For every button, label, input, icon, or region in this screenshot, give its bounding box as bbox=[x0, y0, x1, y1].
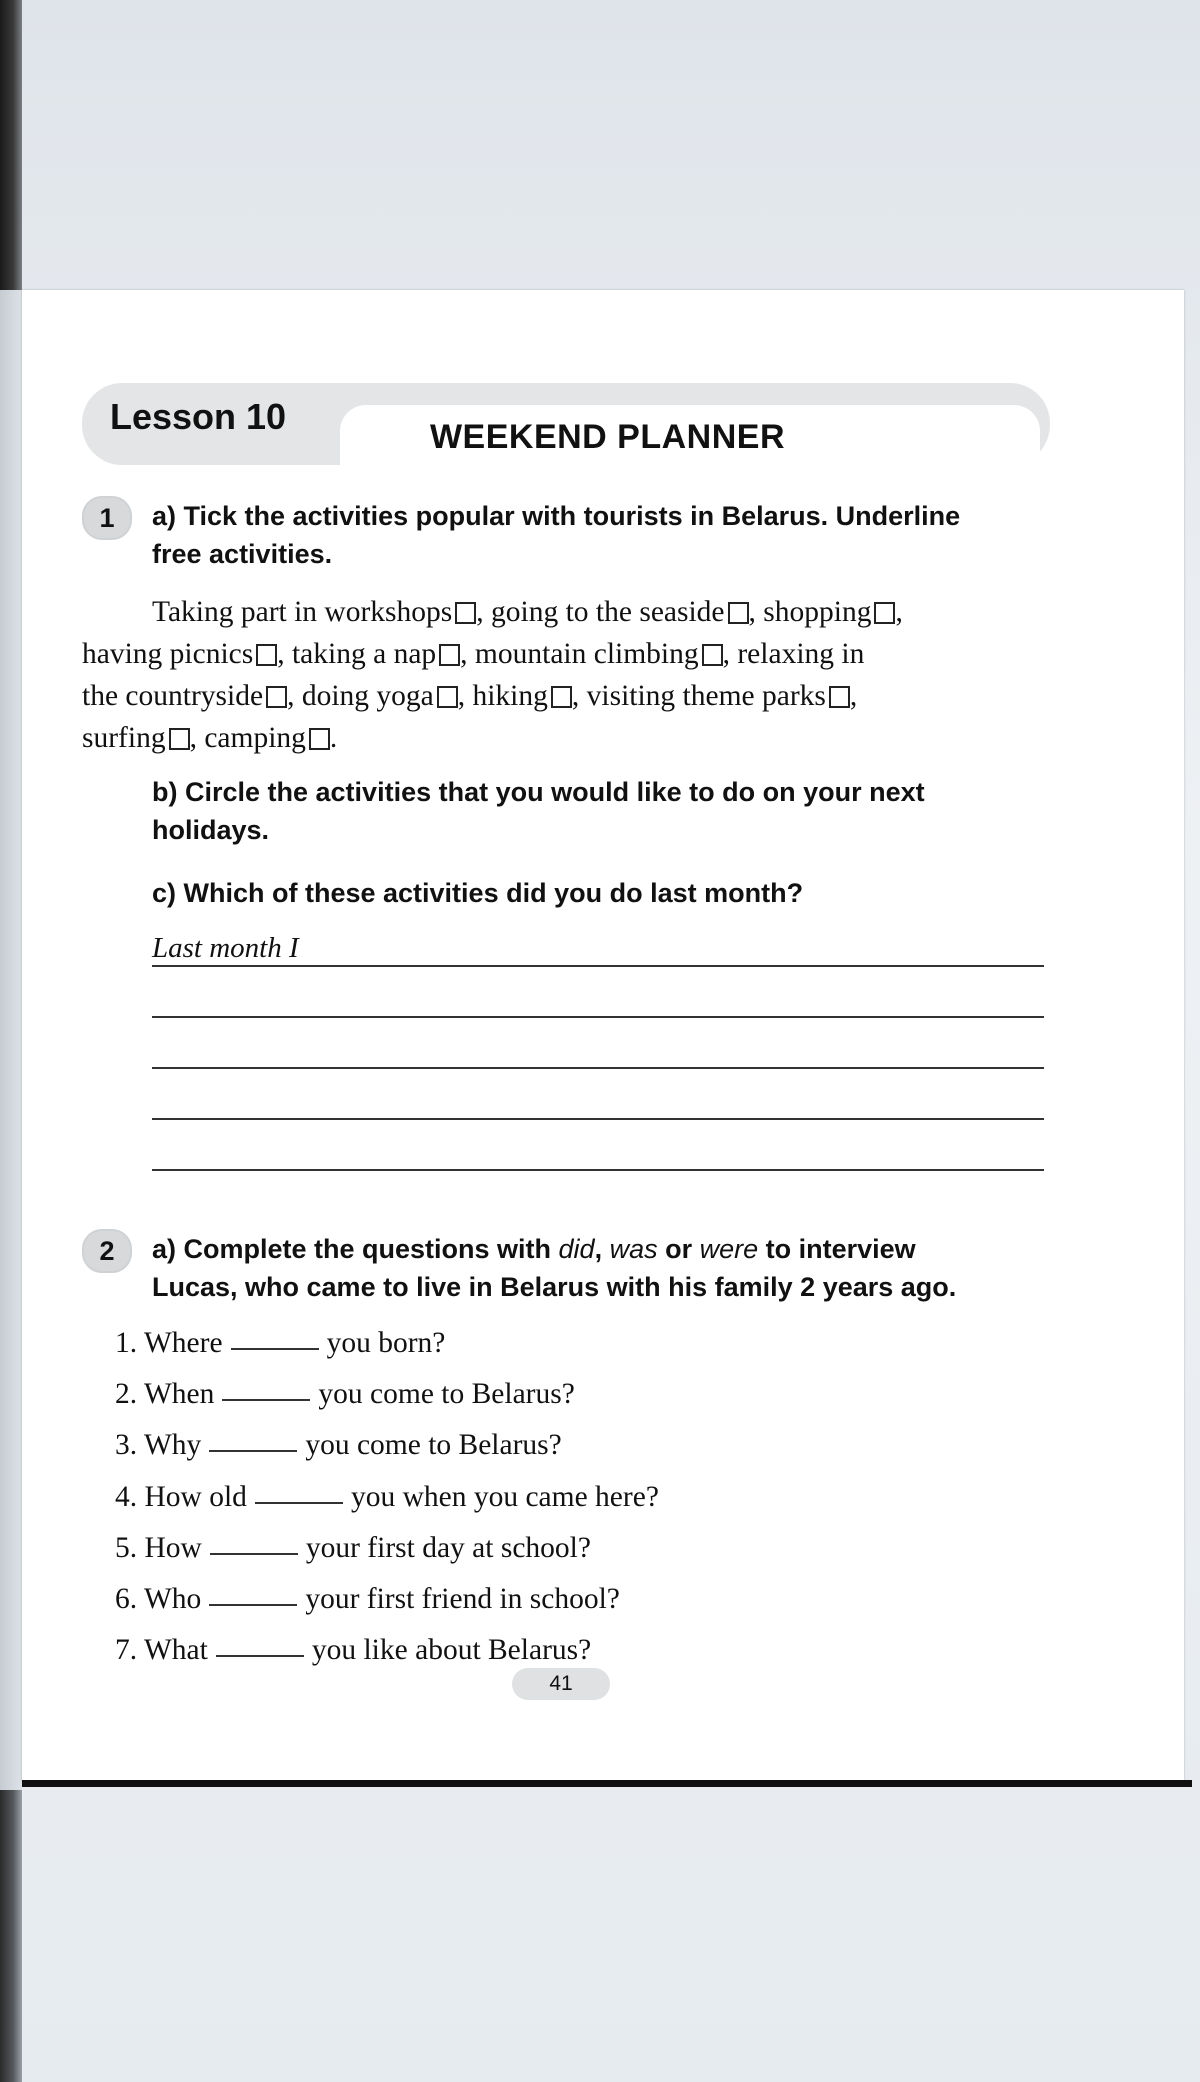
question-number: 1. bbox=[115, 1327, 138, 1359]
activity-text: having picnics bbox=[82, 638, 254, 670]
tick-box-seaside[interactable] bbox=[728, 602, 749, 624]
word-did: did bbox=[558, 1234, 595, 1264]
exercise-1b-instruction-line1: b) Circle the activities that you would like to do on your next bbox=[152, 777, 925, 807]
question-start: How old bbox=[144, 1481, 247, 1513]
lesson-title: WEEKEND PLANNER bbox=[429, 418, 786, 456]
tick-box-countryside[interactable] bbox=[266, 686, 287, 708]
answer-blank[interactable] bbox=[209, 1450, 297, 1452]
question-end: you like about Belarus? bbox=[311, 1634, 592, 1666]
question-start: Where bbox=[143, 1327, 223, 1359]
word-were: were bbox=[699, 1234, 759, 1264]
tick-box-yoga[interactable] bbox=[437, 686, 458, 708]
activities-line-1 bbox=[152, 591, 903, 633]
answer-line-4[interactable] bbox=[152, 1118, 1044, 1120]
tick-box-picnics[interactable] bbox=[256, 644, 277, 666]
question-end: you when you came here? bbox=[350, 1481, 659, 1513]
activity-text: Taking part in workshops bbox=[152, 596, 453, 628]
question-6 bbox=[115, 1583, 620, 1616]
answer-line-2[interactable] bbox=[152, 1016, 1044, 1018]
activity-text: , bbox=[895, 596, 903, 628]
tick-box-mountain-climbing[interactable] bbox=[702, 644, 723, 666]
exercise-1-badge: 1 bbox=[82, 496, 132, 540]
scanner-edge-top bbox=[0, 0, 22, 290]
question-number: 5. bbox=[115, 1532, 138, 1564]
activities-line-2 bbox=[82, 633, 864, 675]
activity-text: , doing yoga bbox=[287, 680, 434, 712]
exercise-2a-instruction-line1 bbox=[152, 1230, 916, 1268]
instruction-text: a) Complete the questions with bbox=[152, 1234, 559, 1264]
question-number: 2. bbox=[115, 1378, 138, 1410]
page-number: 41 bbox=[512, 1668, 610, 1700]
activity-text: , hiking bbox=[457, 680, 548, 712]
activity-text: , relaxing in bbox=[722, 638, 865, 670]
question-number: 7. bbox=[115, 1634, 138, 1666]
question-end: you come to Belarus? bbox=[318, 1378, 575, 1410]
question-4 bbox=[115, 1481, 659, 1514]
answer-line-3[interactable] bbox=[152, 1067, 1044, 1069]
activity-text: , shopping bbox=[748, 596, 872, 628]
instruction-text: , bbox=[594, 1234, 610, 1264]
exercise-1c-instruction: c) Which of these activities did you do last month? bbox=[152, 878, 804, 908]
question-start: Why bbox=[143, 1429, 202, 1461]
answer-blank[interactable] bbox=[222, 1399, 310, 1401]
activity-text: , going to the seaside bbox=[476, 596, 725, 628]
answer-prompt: Last month I bbox=[152, 932, 299, 964]
activity-text: , taking a nap bbox=[277, 638, 437, 670]
question-end: you born? bbox=[326, 1327, 446, 1359]
answer-blank[interactable] bbox=[216, 1655, 304, 1657]
activity-text: , camping bbox=[189, 722, 306, 754]
activities-line-3 bbox=[82, 675, 857, 717]
tick-box-workshops[interactable] bbox=[455, 602, 476, 624]
activity-text: , visiting theme parks bbox=[571, 680, 826, 712]
exercise-1a-instruction-line1: a) Tick the activities popular with tourists in Belarus. Underline bbox=[152, 501, 961, 531]
scanner-edge-bottom bbox=[0, 1790, 22, 2082]
question-number: 6. bbox=[115, 1583, 138, 1615]
activity-text: surfing bbox=[82, 722, 166, 754]
activities-line-4 bbox=[82, 717, 337, 759]
question-5 bbox=[115, 1532, 591, 1565]
activity-text: , mountain climbing bbox=[460, 638, 699, 670]
exercise-2-badge: 2 bbox=[82, 1229, 132, 1273]
word-was: was bbox=[609, 1234, 658, 1264]
tick-box-shopping[interactable] bbox=[874, 602, 895, 624]
instruction-text: or bbox=[657, 1234, 700, 1264]
answer-line-5[interactable] bbox=[152, 1169, 1044, 1171]
answer-line-1[interactable] bbox=[152, 965, 1044, 967]
exercise-2a-instruction-line2: Lucas, who came to live in Belarus with his family 2 years ago. bbox=[152, 1272, 957, 1302]
exercise-1a-instruction-line2: free activities. bbox=[152, 539, 333, 569]
question-7 bbox=[115, 1634, 591, 1667]
question-number: 4. bbox=[115, 1481, 138, 1513]
question-start: Who bbox=[143, 1583, 202, 1615]
answer-blank[interactable] bbox=[231, 1348, 319, 1350]
activity-text: , bbox=[849, 680, 858, 712]
question-3 bbox=[115, 1429, 562, 1462]
tick-box-nap[interactable] bbox=[439, 644, 460, 666]
question-end: your first day at school? bbox=[305, 1532, 591, 1564]
book-spine-shade bbox=[0, 290, 22, 1790]
instruction-text: to interview bbox=[758, 1234, 916, 1264]
tick-box-hiking[interactable] bbox=[551, 686, 572, 708]
question-end: your first friend in school? bbox=[305, 1583, 620, 1615]
tick-box-camping[interactable] bbox=[309, 728, 330, 750]
question-end: you come to Belarus? bbox=[305, 1429, 562, 1461]
question-start: How bbox=[144, 1532, 202, 1564]
activity-text: the countryside bbox=[82, 680, 264, 712]
page-bottom-edge bbox=[22, 1780, 1192, 1787]
question-2 bbox=[115, 1378, 575, 1411]
lesson-label: Lesson 10 bbox=[110, 396, 287, 437]
activity-text: . bbox=[329, 722, 338, 754]
question-number: 3. bbox=[115, 1429, 138, 1461]
question-start: What bbox=[143, 1634, 208, 1666]
tick-box-surfing[interactable] bbox=[169, 728, 190, 750]
answer-blank[interactable] bbox=[210, 1553, 298, 1555]
answer-blank[interactable] bbox=[209, 1604, 297, 1606]
tick-box-theme-parks[interactable] bbox=[829, 686, 850, 708]
exercise-1b-instruction-line2: holidays. bbox=[152, 815, 270, 845]
question-1 bbox=[115, 1327, 445, 1360]
question-start: When bbox=[143, 1378, 215, 1410]
answer-blank[interactable] bbox=[255, 1502, 343, 1504]
